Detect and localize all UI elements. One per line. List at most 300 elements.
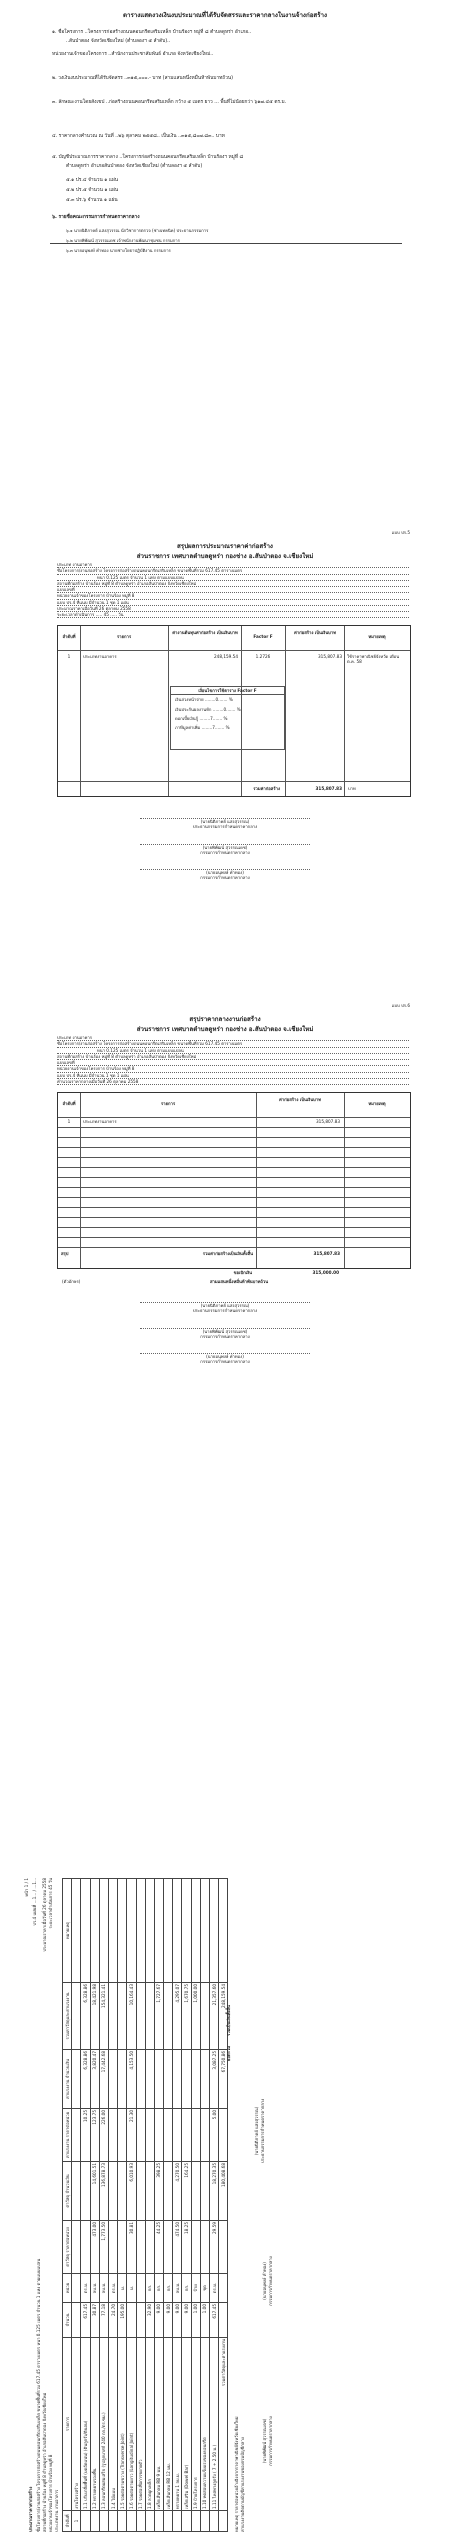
col-header: หน่วย (63, 2274, 72, 2303)
col-header: Factor F (253, 634, 273, 639)
table-cell: ลบ.ม. (173, 2274, 182, 2303)
col-header: รายการ (63, 2338, 72, 2511)
table-cell: 1.2 ทรายหยาบรองพื้น (90, 2338, 99, 2511)
table-cell (145, 2050, 154, 2109)
table-cell (108, 2162, 117, 2221)
page4-right-line: ประมาณราคาเมื่อวันที่ 26 ตุลาคม 2558 (42, 1878, 47, 1952)
table-cell (118, 2162, 127, 2221)
page4-header-line: ชื่อโครงการ/งานก่อสร้าง โครงการก่อสร้างถนนคอนกรีตเสริมเหล็ก ขนาดพื้นที่รวม 617.45 ตารางเมตร หนา 0.125 เมตร จำนวน 1 แห่ง ตามแบบแปลน (36, 2258, 41, 2532)
factor-line: เงินประกันผลงานหัก ........0....... % (175, 706, 241, 712)
total-labor: 67,750.86 (219, 2050, 228, 2109)
signature-name: (นายอนุพงษ์ คำทอง) (206, 870, 244, 875)
table-cell: งานโครงสร้าง (72, 2338, 81, 2511)
words-label: (ตัวอักษร) (62, 1279, 81, 1284)
page3-table (57, 1092, 411, 1269)
sum-value: 315,807.83 (315, 786, 342, 791)
table-cell (108, 2109, 117, 2162)
table-cell (136, 2221, 145, 2274)
table-cell: 3,820.47 (90, 2050, 99, 2109)
page2-signatures (140, 812, 310, 881)
table-cell: 1.00 (191, 2303, 200, 2338)
table-cell (118, 2050, 127, 2109)
meta-line: ระยะเวลาดำเนินการ ..... 45 ..... วัน (57, 612, 409, 618)
table-cell: 6,328.86 (81, 2050, 90, 2109)
table-cell: 154,321.41 (99, 1983, 108, 2050)
table-cell: 10.25 (81, 2109, 90, 2162)
table-cell (99, 2511, 108, 2532)
table-cell: 21.30 (127, 2109, 136, 2162)
table-cell (136, 2303, 145, 2338)
factor-box (170, 686, 285, 750)
page4-rotated (22, 1876, 282, 2536)
table-cell: 1.6 รอยต่อตามยาว (Longitudinal Joint) (127, 2338, 136, 2511)
table-cell (173, 2109, 182, 2162)
table-cell: 1.1 ปรับเกลี่ยพื้นที่ (บดอัดแน่น) (ดินลูกรัง/ดินถม) (81, 2338, 90, 2511)
table-cell: กก. (164, 2274, 173, 2303)
table-cell: 1.11 ไหล่ทางลูกรัง ( 7 + 2.50 ม.) (210, 2338, 219, 2511)
table-row (200, 1879, 209, 2532)
table-cell: 9.00 (173, 2303, 182, 2338)
table-row (72, 1879, 81, 2532)
signature-role: ประธานกรรมการกำหนดราคากลาง (260, 2098, 265, 2164)
table-cell (118, 1879, 127, 1983)
meta-line: แบบเลขที่ (57, 587, 409, 593)
table-cell (191, 2050, 200, 2109)
signature-name: (นายนิติภาคย์ แสงสุวรรณ) (200, 819, 250, 824)
table-cell: 1.4 ไม้แบบ (108, 2338, 117, 2511)
page2-subtitle: ส่วนราชการ เทศบาลตำบลดูหร่า กองช่าง อ.สันป่าตอง จ.เชียงใหม่ (136, 553, 314, 560)
table-cell: 1,000.00 (191, 1983, 200, 2050)
table-cell (200, 1879, 209, 1983)
table-cell: ป้าย (191, 2274, 200, 2303)
table-cell (108, 1879, 117, 1983)
table-cell (145, 2221, 154, 2274)
meta-line: หนา 0.125 เมตร จำนวน 1 แห่ง ตามแบบแปลน (57, 1048, 409, 1054)
table-cell: ม. (127, 2274, 136, 2303)
signature-role: กรรมการกำหนดราคากลาง (200, 1359, 250, 1365)
signature-role: กรรมการกำหนดราคากลาง (200, 1333, 250, 1339)
table-cell: 77.18 (99, 2303, 108, 2338)
table-row (108, 1879, 117, 2532)
page2-title: สรุปผลการประมาณราคาค่าก่อสร้าง (177, 543, 273, 550)
table-cell (173, 1879, 182, 1983)
meta-line: ประเภท งานอาคาร (57, 1035, 409, 1041)
page3-title: สรุปราคากลางงานก่อสร้าง (189, 1016, 261, 1023)
table-cell (127, 2303, 136, 2338)
table-cell (210, 1879, 219, 1983)
table-cell (90, 2511, 99, 2532)
col-header: รวมค่าวัสดุและค่าแรงงาน (63, 1983, 72, 2050)
table-header-row (63, 1879, 72, 2532)
table-cell (72, 2221, 81, 2274)
table-cell (145, 2109, 154, 2162)
meta-line: หน่วยงานเจ้าของโครงการ บ้านร้อง หมู่ที่ 8 (57, 593, 409, 599)
table-cell (108, 2050, 117, 2109)
table-cell: 6,328.86 (81, 1983, 90, 2050)
page2-table (57, 625, 411, 797)
table-cell (154, 2109, 163, 2162)
table-cell (200, 1983, 209, 2050)
meta-line: สถานที่ก่อสร้าง บ้านร้อง หมู่ที่ 8 ตำบลดูหร่า อำเภอสันป่าตอง จังหวัดเชียงใหม่ (57, 581, 409, 587)
meta-line: ชื่อโครงการ/งานก่อสร้าง โครงการก่อสร้างถนนคอนกรีตเสริมเหล็ก ขนาดพื้นที่รวม 617.45 ตารางเมตร (57, 568, 409, 574)
page4-form-code: ปร.4 แผ่นที่ ...1... / ...1... (32, 1878, 37, 1926)
table-cell (191, 1879, 200, 1983)
meta-line: คำนวณราคากลางเมื่อวันที่ 26 ตุลาคม 2558 (57, 1079, 409, 1085)
col-header: หมายเหตุ (63, 1879, 72, 1983)
table-cell (72, 2162, 81, 2221)
table-cell: 4,153.50 (127, 2050, 136, 2109)
table-cell (136, 2109, 145, 2162)
table-cell (145, 2511, 154, 2532)
col-header: หมายเหตุ (368, 634, 386, 639)
table-cell (118, 1983, 127, 2050)
table-cell: 4,270.50 (173, 2162, 182, 2221)
table-cell: 14,601.51 (90, 2162, 99, 2221)
signature-name: (นายพิพัฒน์ สุวรรณเดช) (202, 1328, 248, 1334)
table-cell (154, 1879, 163, 1983)
table-cell: 18,421.98 (90, 1983, 99, 2050)
table-cell: ลบ.ม. (99, 2274, 108, 2303)
row-total: 315,807.83 (316, 1119, 340, 1124)
page1-item: ๔. ราคากลางคำนวณ ณ วันที่ ..๒๖ ตุลาคม ๒๕๕๘.. เป็นเงิน ..๓๑๕,๘๐๗.๘๓.. บาท (52, 134, 225, 139)
table-cell: 1.8 ลวดผูกเหล็ก (145, 2338, 154, 2511)
row-remark: ใช้ราคาพาณิชย์จังหวัด เดือน ต.ค. 58 (347, 654, 400, 665)
page4-table (62, 1878, 228, 2532)
table-cell: 226.00 (99, 2109, 108, 2162)
table-cell: 617.45 (81, 2303, 90, 2338)
table-row (145, 1879, 154, 2532)
table-cell: 18.25 (182, 2221, 191, 2274)
signature-name: (นายนิติภาคย์ แสงสุวรรณ) (254, 2106, 259, 2156)
table-cell (164, 2511, 173, 2532)
table-cell (154, 2050, 163, 2109)
table-cell (72, 2109, 81, 2162)
page1-item: ..สันป่าตอง จังหวัดเชียงใหม่ (ต่ำบลองฯ ๕ ลำดับ).. (66, 39, 171, 44)
table-cell: 1.10 ทดสอบความแข็งแรงของคอนกรีต (200, 2338, 209, 2511)
table-cell (81, 1879, 90, 1983)
table-cell (164, 1983, 173, 2050)
page4-header-line: ประเภทงาน งานอาคาร (54, 2489, 59, 2532)
table-cell (200, 2050, 209, 2109)
table-cell (81, 2221, 90, 2274)
col-header: ค่าแรงงาน ราคาต่อหน่วย (63, 2109, 72, 2162)
table-cell: กก. (182, 2274, 191, 2303)
page1-item: ๓. ลักษณะงานโดยสังเขป ..ก่อสร้างถนนคอนกรีตเสริมเหล็ก กว้าง ๕ เมตร ยาว ... พื้นที่ไม่น้อยกว่า ๖๑๗.๔๕ ตร.ม. (52, 100, 287, 105)
table-cell: 3,087.25 (210, 2050, 219, 2109)
col-header: รายการ (116, 634, 132, 639)
page4-header-line: หน่วยงานเจ้าของโครงการ บ้านร้อง หมู่ที่ 8 (48, 2454, 53, 2532)
row-no: 1 (67, 1119, 71, 1124)
grand-total: 248,159.54 (219, 1983, 228, 2050)
table-cell (182, 2511, 191, 2532)
table-cell: 5.00 (210, 2109, 219, 2162)
table-cell: 1.5 รอยต่อตามขวาง (Transverse Joint) (118, 2338, 127, 2511)
row-total: 315,807.83 (318, 654, 342, 659)
row-no: 1 (67, 654, 71, 659)
summary-text: รวมค่าก่อสร้างเป็นเงินทั้งสิ้น (202, 1251, 253, 1256)
table-row (99, 1879, 108, 2532)
table-cell: 1,670.75 (182, 1983, 191, 2050)
table-cell: 21,357.60 (210, 1983, 219, 2050)
table-cell (108, 2221, 117, 2274)
table-cell (164, 2109, 173, 2162)
table-cell (173, 2050, 182, 2109)
table-cell (72, 2050, 81, 2109)
signature-name: (นายพิพัฒน์ สุวรรณเดช) (262, 2418, 267, 2464)
page1-item: ๖.๓ นายอนุพงษ์ คำทอง นายช่างโยธาปฏิบัติงาน กรรมการ (66, 248, 171, 253)
signature-role: กรรมการกำหนดราคากลาง (268, 2256, 273, 2306)
table-cell (200, 2511, 209, 2532)
page1-item: ๕. บัญชีประมาณการราคากลาง ..โครงการก่อสร้างถนนคอนกรีตเสริมเหล็ก บ้านร้องฯ หมู่ที่ ๘ (52, 155, 244, 160)
factor-title: เงื่อนไขการใช้ตาราง Factor F (171, 687, 284, 695)
table-cell: 29.59 (210, 2221, 219, 2274)
table-cell: 30.87 (90, 2303, 99, 2338)
table-cell: 1.9 ป้ายโครงการ (191, 2338, 200, 2511)
table-row (90, 1879, 99, 2532)
table-cell (108, 2511, 117, 2532)
table-cell: 9.00 (154, 2303, 163, 2338)
table-cell (118, 2109, 127, 2162)
table-cell (200, 2221, 209, 2274)
table-cell: 32.90 (145, 2303, 154, 2338)
table-cell: 4,295.07 (173, 1983, 182, 2050)
grand-sub: รวมเป็นเงินทั้งสิ้น (226, 2005, 231, 2036)
col-header: ลำดับที่ (62, 1101, 76, 1106)
col-header: ค่าก่อสร้าง เป็นเงินบาท (294, 630, 336, 635)
page2-meta (57, 562, 409, 618)
table-cell (136, 2162, 145, 2221)
table-cell (136, 1879, 145, 1983)
table-cell: 136,878.73 (99, 2162, 108, 2221)
table-cell (191, 2511, 200, 2532)
table-cell: ชุด (200, 2274, 209, 2303)
page1-item: ตำบลดูหร่า อำเภอสันป่าตอง จังหวัดเชียงใหม่ (ต่ำบลองฯ ๕ ลำดับ) (66, 164, 203, 169)
page1-item: ๕.๓ ปร.๖ จำนวน ๑ แผ่น (66, 198, 118, 203)
meta-line: แบบ ปร.4 ที่แนบ มีจำนวน 1 ชุด 1 แผ่น (57, 600, 409, 606)
col-header: ค่าแรงงาน จำนวนเงิน (63, 2050, 72, 2109)
table-cell: 30.81 (127, 2221, 136, 2274)
table-cell (118, 2511, 127, 2532)
table-cell: 195.00 (118, 2303, 127, 2338)
table-cell (136, 2050, 145, 2109)
table-cell: 474.50 (173, 2221, 182, 2274)
page4-header-line: สถานที่ก่อสร้าง บ้านร้อง หมู่ที่ 8 ตำบลดูหร่า อำเภอสันป่าตอง จังหวัดเชียงใหม่ (42, 2392, 47, 2532)
words: สามแสนหนึ่งหมื่นห้าพันบาทถ้วน (210, 1279, 269, 1284)
signature-name: (นายนิติภาคย์ แสงสุวรรณ) (200, 1303, 250, 1308)
table-cell (127, 2511, 136, 2532)
col-header: ค่าวัสดุ จำนวนเงิน (63, 2162, 72, 2221)
page3-meta (57, 1035, 409, 1085)
table-cell: 398.25 (154, 2162, 163, 2221)
table-cell: ม. (118, 2274, 127, 2303)
table-cell: 123.75 (90, 2109, 99, 2162)
table-cell: 18,270.35 (210, 2162, 219, 2221)
table-cell (182, 2109, 191, 2162)
table-cell: ตร.ม. (81, 2274, 90, 2303)
table-cell (72, 2303, 81, 2338)
table-cell (81, 2162, 90, 2221)
table-cell: 1.00 (200, 2303, 209, 2338)
page1-title: ตารางแสดงวงเงินงบประมาณที่ได้รับจัดสรรและราคากลางในงานจ้างก่อสร้าง (122, 12, 328, 19)
table-row (118, 1879, 127, 2532)
page1-item: หน่วยงานเจ้าของโครงการ ..สำนักงานประชาสัมพันธ์ อำเภอ จังหวัดเชียงใหม่.. (52, 52, 214, 57)
table-cell: กก. (154, 2274, 163, 2303)
page1-item: ๕.๒ ปร.๕ จำนวน ๑ แผ่น (66, 188, 119, 193)
signature-role: กรรมการกำหนดราคากลาง (200, 875, 250, 881)
table-row (81, 1879, 90, 2532)
col-header: ค่าวัสดุ ราคาต่อหน่วย (63, 2221, 72, 2274)
meta-line: ประเภท งานอาคาร (57, 562, 409, 568)
meta-line: แบบเลขที่ (57, 1060, 409, 1066)
table-cell (182, 1879, 191, 1983)
table-cell: 10,164.43 (127, 1983, 136, 2050)
table-cell: 9.00 (164, 2303, 173, 2338)
meta-line: แบบ ปร.4 ที่แนบ มีจำนวน 1 ชุด 1 แผ่น (57, 1073, 409, 1079)
signature-name: (นายอนุพงษ์ คำทอง) (262, 2262, 267, 2300)
page1-item: ๒. วงเงินงบประมาณที่ได้รับจัดสรร ..๓๑๕,๐๐๐.- บาท (สามแสนหนึ่งหมื่นห้าพันบาทถ้วน) (52, 76, 234, 81)
row-cost: 248,159.54 (214, 654, 238, 659)
table-cell: 17,442.68 (99, 2050, 108, 2109)
page1-bottom-rule (50, 243, 402, 244)
signature-role: ประธานกรรมการกำหนดราคากลาง (192, 1308, 258, 1314)
table-cell: 617.45 (210, 2303, 219, 2338)
table-cell: เหล็กเส้นกลม RB 9 มม. (154, 2338, 163, 2511)
table-cell (191, 2109, 200, 2162)
factor-line: เงินล่วงหน้าจ่าย ........0....... % (175, 697, 233, 703)
table-cell (108, 1983, 117, 2050)
table-cell (200, 2162, 209, 2221)
table-cell (200, 2109, 209, 2162)
row-factor: 1.2726 (255, 654, 271, 659)
table-row (136, 1879, 145, 2532)
total-label: รวมค่าวัสดุและค่าแรงงาน (219, 2338, 228, 2511)
signature-role: ประธานกรรมการกำหนดราคากลาง (192, 824, 258, 830)
page1-item: ๑. ชื่อโครงการ ..โครงการก่อสร้างถนนคอนกรีตเสริมเหล็ก บ้านร้องฯ หมู่ที่ ๘ ตำบลดูหร่า อำเภอ.. (52, 30, 252, 35)
col-header: ค่างานต้นทุนค่าก่อสร้าง เป็นเงินบาท (172, 630, 238, 635)
table-cell: 6,010.93 (127, 2162, 136, 2221)
table-cell (72, 2274, 81, 2303)
table-row (127, 1879, 136, 2532)
table-cell: ลบ.ม. (90, 2274, 99, 2303)
factor-line: ภาษีมูลค่าเพิ่ม ........7....... % (175, 725, 230, 730)
page1-item: ๖. รายชื่อคณะกรรมการกำหนดราคากลาง (52, 215, 140, 220)
table-cell: 44.25 (154, 2221, 163, 2274)
round-value: 315,000.00 (312, 1270, 339, 1275)
table-cell: ตร.ม. (210, 2274, 219, 2303)
table-cell (191, 2162, 200, 2221)
table-cell (154, 2511, 163, 2532)
col-header: รายการ (160, 1101, 176, 1106)
col-header: ลำดับที่ (62, 634, 76, 639)
table-cell (164, 1879, 173, 1983)
summary-value: 315,807.83 (313, 1251, 340, 1256)
table-row (182, 1879, 191, 2532)
meta-line: ชื่อโครงการ/งานก่อสร้าง โครงการก่อสร้างถนนคอนกรีตเสริมเหล็ก ขนาดพื้นที่รวม 617.45 ตารางเมตร (57, 1041, 409, 1047)
meta-line: หน่วยงานเจ้าของโครงการ บ้านร้อง หมู่ที่ 8 (57, 1066, 409, 1072)
table-cell: เหล็กเส้นกลม RB 12 มม. (164, 2338, 173, 2511)
row-item: ประเภทงานอาคาร (83, 654, 117, 659)
table-cell: 1,727.67 (154, 1983, 163, 2050)
table-cell: 24.70 (108, 2303, 117, 2338)
page3-form-code: แบบ ปร.6 (391, 1003, 410, 1008)
signature-name: (นายพิพัฒน์ สุวรรณเดช) (202, 844, 248, 850)
round-label: ขอเบิกเงิน (233, 1270, 252, 1275)
table-cell (182, 2050, 191, 2109)
table-cell: 473.00 (90, 2221, 99, 2274)
total-material: 180,408.68 (219, 2162, 228, 2221)
signature-name: (นายอนุพงษ์ คำทอง) (206, 1354, 244, 1359)
page1-item: ๖.๒ นายพิพัฒน์ สุวรรณเดช เจ้าพนักงานพัฒนาชุมชน กรรมการ (66, 238, 180, 243)
page4-right-line: ระยะเวลาดำเนินการ 45 วัน (48, 1878, 53, 1929)
sum-label: รวมค่าก่อสร้าง (253, 786, 280, 791)
table-row (210, 1879, 219, 2532)
col-header: จำนวน (63, 2303, 72, 2338)
factor-line: ดอกเบี้ยเงินกู้ ........7....... % (175, 715, 228, 721)
page3-subtitle: ส่วนราชการ เทศบาลตำบลดูหร่า กองช่าง อ.สันป่าตอง จ.เชียงใหม่ (136, 1026, 314, 1033)
table-row (164, 1879, 173, 2532)
table-cell (191, 2221, 200, 2274)
table-cell: 1 (72, 2511, 81, 2532)
meta-line: สถานที่ก่อสร้าง บ้านร้อง หมู่ที่ 8 ตำบลดูหร่า อำเภอสันป่าตอง จังหวัดเชียงใหม่ (57, 1054, 409, 1060)
table-cell (145, 1983, 154, 2050)
table-cell: กก. (145, 2274, 154, 2303)
table-cell (145, 1879, 154, 1983)
table-row (173, 1879, 182, 2532)
table-row (191, 1879, 200, 2532)
page4-page-no: หน้า 1 / 1 (24, 1878, 29, 1897)
table-cell (99, 1879, 108, 1983)
page4-note: ค่าแรงงานคิดตามบัญชีค่าแรงงานของกรมบัญชีกลาง (240, 2437, 245, 2532)
meta-line: หนา 0.125 เมตร จำนวน 1 แห่ง ตามแบบแปลน (57, 575, 409, 581)
table-cell (81, 2511, 90, 2532)
signature-role: กรรมการกำหนดราคากลาง (268, 2416, 273, 2466)
table-row (154, 1879, 163, 2532)
table-cell (164, 2050, 173, 2109)
table-cell (72, 1983, 81, 2050)
col-header: ค่าก่อสร้าง เป็นเงินบาท (279, 1097, 321, 1102)
col-header: ลำดับที่ (63, 2511, 72, 2532)
table-cell: ตร.ม. (108, 2274, 117, 2303)
table-cell (72, 1879, 81, 1983)
page2-form-code: แบบ ปร.5 (391, 530, 410, 535)
summary-label: สรุป (61, 1251, 69, 1256)
table-cell: 1.7 รอยต่อเพื่อการขยายตัว (136, 2338, 145, 2511)
page4-note: หมายเหตุ ราคาต่อหน่วยอ้างอิงจากราคาพาณิชย์จังหวัดเชียงใหม่ (234, 2416, 239, 2532)
col-header: หมายเหตุ (368, 1101, 386, 1106)
page1-item: ๕.๑ ปร.๔ จำนวน ๑ แผ่น (66, 178, 119, 183)
table-cell: 1.3 คอนกรีตผสมเสร็จ (รูปลูกบาศก์ 240 กก./ตร.ซม.) (99, 2338, 108, 2511)
table-cell: 164.25 (182, 2162, 191, 2221)
table-cell (136, 2274, 145, 2303)
table-cell: 1,773.50 (99, 2221, 108, 2274)
table-cell (210, 2511, 219, 2532)
table-cell (127, 1879, 136, 1983)
page1-item: ๖.๑ นายนิติภาคย์ แสงสุวรรณ นักวิชาการตรวจ (ช่างเทคนิค) ประธานกรรมการ (66, 228, 209, 233)
table-cell: ทรายหยาบ 1 ลบ.ม. (173, 2338, 182, 2511)
signature-role: กรรมการกำหนดราคากลาง (200, 849, 250, 855)
table-cell: 9.00 (182, 2303, 191, 2338)
row-item: ประเภทงานอาคาร (83, 1119, 117, 1124)
table-cell (164, 2221, 173, 2274)
table-cell (164, 2162, 173, 2221)
table-cell (90, 1879, 99, 1983)
table-cell (145, 2162, 154, 2221)
grand-label: ยอดรวม (226, 2046, 231, 2062)
table-cell (136, 1983, 145, 2050)
page3-signatures (140, 1296, 310, 1365)
meta-line: ประมาณราคาเมื่อวันที่ 26 ตุลาคม 2558 (57, 606, 409, 612)
table-cell: เหล็กเสริม (Dowel Bar) (182, 2338, 191, 2511)
